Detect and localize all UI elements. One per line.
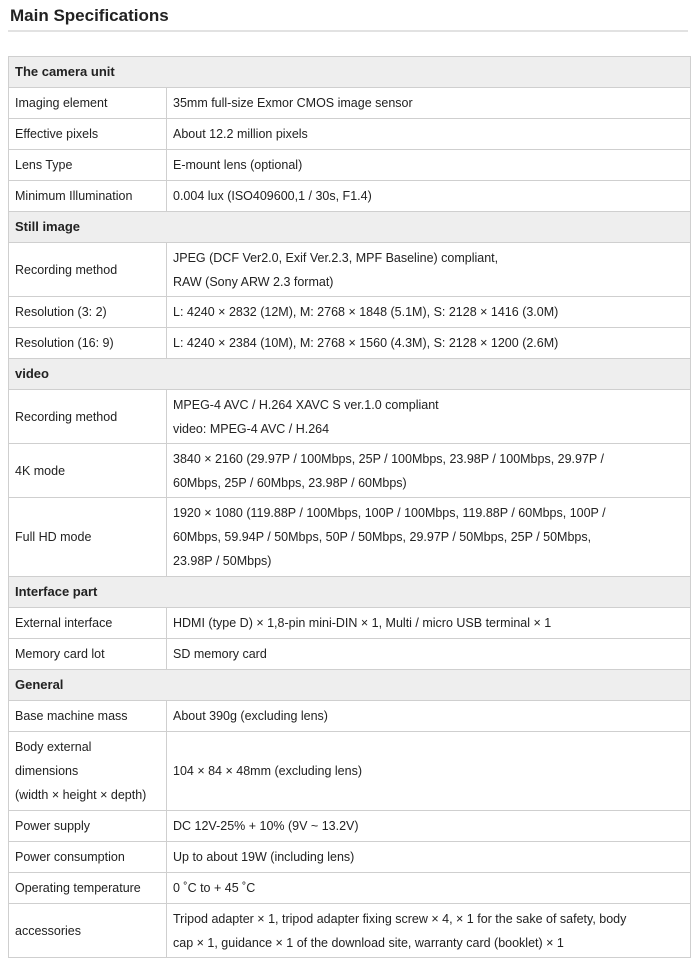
spec-value: SD memory card <box>167 639 691 670</box>
label-line: Body external <box>15 740 92 754</box>
table-row <box>9 181 691 212</box>
table-row <box>9 119 691 150</box>
spec-value: 0 ˚C to + 45 ˚C <box>167 873 691 904</box>
value-line: MPEG-4 AVC / H.264 XAVC S ver.1.0 compliant <box>173 397 439 412</box>
label-line: (width × height × depth) <box>15 788 147 802</box>
value-line: 23.98P / 50Mbps) <box>173 554 272 568</box>
section-row-video <box>9 359 691 390</box>
spec-label: Base machine mass <box>9 701 167 732</box>
spec-label: Resolution (16: 9) <box>9 328 167 359</box>
section-row-still-image <box>9 212 691 243</box>
spec-label: Recording method <box>9 390 167 444</box>
table-row <box>9 811 691 842</box>
spec-value: HDMI (type D) × 1,8-pin mini-DIN × 1, Multi / micro USB terminal × 1 <box>167 608 691 639</box>
spec-value <box>167 904 691 958</box>
table-row <box>9 639 691 670</box>
spec-label: Minimum Illumination <box>9 181 167 212</box>
value-line: 1920 × 1080 (119.88P / 100Mbps, 100P / 100Mbps, 119.88P / 60Mbps, 100P / <box>173 506 606 520</box>
value-line: video: MPEG-4 AVC / H.264 <box>173 421 330 436</box>
value-line: RAW (Sony ARW 2.3 format) <box>173 274 334 289</box>
spec-value <box>167 498 691 577</box>
spec-value: Up to about 19W (including lens) <box>167 842 691 873</box>
spec-value <box>167 390 691 444</box>
table-row <box>9 328 691 359</box>
label-line: dimensions <box>15 764 79 778</box>
value-line: JPEG (DCF Ver2.0, Exif Ver.2.3, MPF Baseline) compliant, <box>173 250 499 265</box>
spec-label: Resolution (3: 2) <box>9 297 167 328</box>
page-title: Main Specifications <box>10 6 169 25</box>
table-row <box>9 150 691 181</box>
spec-value: E-mount lens (optional) <box>167 150 691 181</box>
section-heading: video <box>9 359 691 390</box>
table-row <box>9 701 691 732</box>
spec-value: L: 4240 × 2832 (12M), M: 2768 × 1848 (5.1M), S: 2128 × 1416 (3.0M) <box>167 297 691 328</box>
spec-label: Power consumption <box>9 842 167 873</box>
table-row <box>9 88 691 119</box>
table-row <box>9 732 691 811</box>
table-row <box>9 873 691 904</box>
spec-value: 35mm full-size Exmor CMOS image sensor <box>167 88 691 119</box>
spec-value: L: 4240 × 2384 (10M), M: 2768 × 1560 (4.3M), S: 2128 × 1200 (2.6M) <box>167 328 691 359</box>
section-row-camera-unit <box>9 57 691 88</box>
spec-label: Lens Type <box>9 150 167 181</box>
section-heading: The camera unit <box>9 57 691 88</box>
table-row <box>9 243 691 297</box>
spec-table <box>8 56 691 958</box>
spec-label: Power supply <box>9 811 167 842</box>
spec-value <box>167 444 691 498</box>
value-line: 60Mbps, 25P / 60Mbps, 23.98P / 60Mbps) <box>173 475 407 490</box>
table-row <box>9 498 691 577</box>
spec-label: Imaging element <box>9 88 167 119</box>
table-row <box>9 842 691 873</box>
section-row-interface-part <box>9 577 691 608</box>
table-row <box>9 444 691 498</box>
spec-label: Recording method <box>9 243 167 297</box>
spec-label: Effective pixels <box>9 119 167 150</box>
spec-label <box>9 732 167 811</box>
spec-value: 104 × 84 × 48mm (excluding lens) <box>167 732 691 811</box>
spec-label: External interface <box>9 608 167 639</box>
section-row-general <box>9 670 691 701</box>
section-heading: Interface part <box>9 577 691 608</box>
spec-label: 4K mode <box>9 444 167 498</box>
section-heading: Still image <box>9 212 691 243</box>
value-line: 3840 × 2160 (29.97P / 100Mbps, 25P / 100Mbps, 23.98P / 100Mbps, 29.97P / <box>173 451 604 466</box>
spec-label: Operating temperature <box>9 873 167 904</box>
value-line: 60Mbps, 59.94P / 50Mbps, 50P / 50Mbps, 29.97P / 50Mbps, 25P / 50Mbps, <box>173 530 592 544</box>
value-line: cap × 1, guidance × 1 of the download site, warranty card (booklet) × 1 <box>173 935 564 950</box>
spec-value: About 12.2 million pixels <box>167 119 691 150</box>
spec-label: accessories <box>9 904 167 958</box>
table-row <box>9 608 691 639</box>
spec-value <box>167 243 691 297</box>
value-line: Tripod adapter × 1, tripod adapter fixing screw × 4, × 1 for the sake of safety, body <box>173 911 627 926</box>
title-divider <box>8 30 688 32</box>
section-heading: General <box>9 670 691 701</box>
spec-value: About 390g (excluding lens) <box>167 701 691 732</box>
table-row <box>9 297 691 328</box>
spec-label: Full HD mode <box>9 498 167 577</box>
table-row <box>9 390 691 444</box>
spec-label: Memory card lot <box>9 639 167 670</box>
spec-value: DC 12V-25% + 10% (9V ~ 13.2V) <box>167 811 691 842</box>
spec-value: 0.004 lux (ISO409600,1 / 30s, F1.4) <box>167 181 691 212</box>
table-row <box>9 904 691 958</box>
